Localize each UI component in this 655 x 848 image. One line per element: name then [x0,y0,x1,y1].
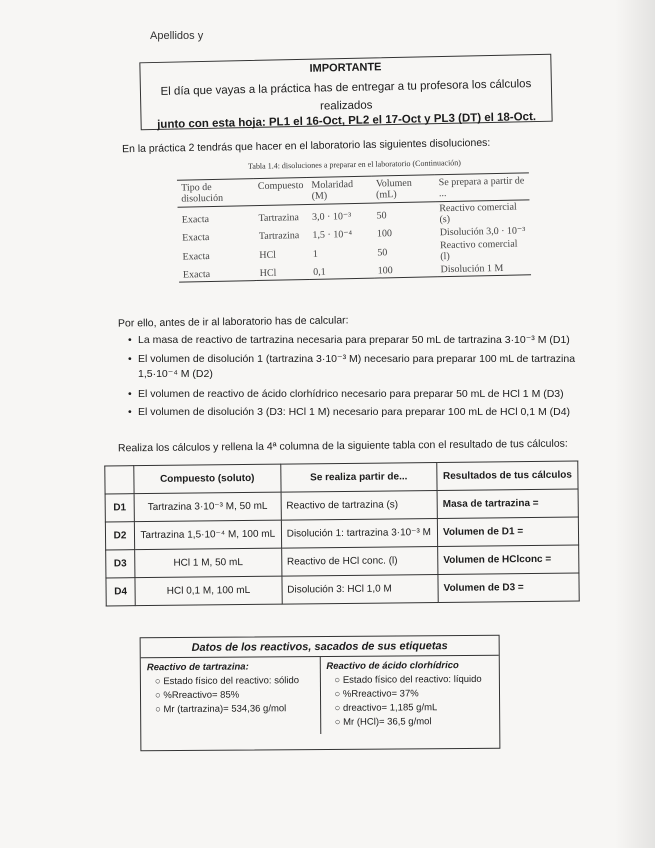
datos-box [140,635,501,752]
cell: HCl 0,1 M, 100 mL [135,576,282,606]
tartrazina-column [141,657,320,735]
list-item: ○ Estado físico del reactivo: líquido [334,673,482,686]
t14-header: Molaridad (M) [307,176,372,204]
row-id: D4 [106,578,135,606]
cell: 50 [377,246,388,259]
hcl-column [319,656,499,734]
cell: 0,1 [313,266,326,278]
bullet-item: • El volumen de reactivo de ácido clorhídrico necesario para preparar 50 mL de HCl 1 M (D3) [138,388,578,400]
cell: 1 [312,248,318,260]
cell: Exacta [182,269,211,281]
cell: Exacta [182,232,210,244]
cell: Reactivo comercial (s) [439,201,517,226]
list-item: ○ Mr (HCl)= 36,5 g/mol [334,716,432,728]
result-cell[interactable]: Volumen de D3 = [438,573,579,602]
importante-box [139,54,552,131]
cell: HCl 1 M, 50 mL [135,548,282,578]
list-item: ○ Estado físico del reactivo: sólido [154,675,300,688]
result-cell[interactable]: Volumen de D1 = [437,517,578,546]
cell: Tartrazina [258,211,300,224]
cell: Disolución 3,0 · 10⁻³ [439,225,526,239]
importante-line2: junto con esta hoja: PL1 el 16-Oct, PL2 el 17-Oct y PL3 (DT) el 18-Oct. [157,111,537,131]
calc-header: Compuesto (soluto) [134,464,281,494]
calc-header: Se realiza partir de... [280,463,437,493]
list-item: ○ %Rreactivo= 85% [154,689,240,702]
row-id: D1 [105,494,134,522]
cell: 1,5 · 10⁻⁴ [312,229,353,241]
item-text: %Rreactivo= 37% [342,688,419,700]
left-heading: Reactivo de tartrazina: [146,661,249,674]
cell: Reactivo comercial (l) [439,238,518,263]
cell: Exacta [182,250,210,263]
item-text: dreactivo= 1,185 g/mL [342,702,438,714]
t14-header: Se prepara a partir de ... [435,173,530,202]
calc-table [104,461,579,607]
bullet-item: • La masa de reactivo de tartrazina necesaria para preparar 50 mL de tartrazina 3·10⁻³ M (D1) [138,334,578,346]
table-row [106,573,579,606]
cell: 3,0 · 10⁻³ [311,210,352,223]
importante-line1: El día que vayas a la práctica has de entregar a tu profesora los cálculos realizados [160,78,532,113]
cell: 100 [376,228,393,240]
page-edge-shadow [615,0,655,848]
cell: Tartrazina 1,5·10⁻⁴ M, 100 mL [134,520,281,550]
right-heading: Reactivo de ácido clorhídrico [326,660,459,672]
cell: Disolución 1 M [440,262,504,276]
list-item: ○ Mr (tartrazina)= 534,36 g/mol [155,703,287,716]
t14-header: Tipo de disolución [177,179,254,208]
bullet-item: • El volumen de disolución 1 (tartrazina 3·10⁻³ M) necesario para preparar 100 mL de tartrazina 1,5·10⁻⁴ M (D2) [138,352,578,382]
list-item: ○ %Rreactivo= 37% [334,688,419,700]
realiza-text: Realiza los cálculos y rellena la 4ª columna de la siguiente tabla con el resultado de tus cálculos: [117,437,568,455]
list-item: ○ dreactivo= 1,185 g/mL [334,702,438,714]
cell: Reactivo de HCl conc. (l) [281,546,438,576]
table-caption: Tabla 1.4: disoluciones a preparar en el laboratorio (Continuación) [247,158,461,171]
t14-header: Compuesto [254,177,308,205]
cell: Disolución 3: HCl 1,0 M [282,574,439,604]
intro-text: En la práctica 2 tendrás que hacer en el laboratorio las siguientes disoluciones: [121,136,491,156]
cell: Tartrazina 3·10⁻³ M, 50 mL [134,492,281,522]
cell: 50 [376,209,387,222]
result-cell[interactable]: Masa de tartrazina = [437,489,578,518]
calc-header: Resultados de tus cálculos [437,461,578,490]
cell: Disolución 1: tartrazina 3·10⁻³ M [281,519,438,549]
cell: 100 [377,265,393,277]
row-id: D3 [106,550,135,578]
cell: HCl [259,267,277,279]
item-text: Mr (HCl)= 36,5 g/mol [343,716,432,728]
datos-title: Datos de los reactivos, sacados de sus etiquetas [141,636,499,658]
cell: Exacta [181,213,210,226]
cell: HCl [259,249,277,261]
cell: Tartrazina [258,230,300,242]
item-text: %Rreactivo= 85% [163,689,240,702]
por-ello-text: Por ello, antes de ir al laboratorio has de calcular: [117,314,349,330]
item-text: Mr (tartrazina)= 534,36 g/mol [163,703,287,716]
row-id: D2 [105,522,134,550]
importante-title: IMPORTANTE [309,61,382,75]
t14-header: Volumen (mL) [372,175,435,203]
table-1-4 [177,172,531,282]
item-text: Estado físico del reactivo: sólido [163,675,300,688]
result-cell[interactable]: Volumen de HClconc = [438,545,579,574]
cell: Reactivo de tartrazina (s) [281,491,438,521]
bullet-item: • El volumen de disolución 3 (D3: HCl 1 M) necesario para preparar 100 mL de HCl 0,1 M (D4) [138,406,578,418]
calc-header [105,466,134,494]
item-text: Estado físico del reactivo: líquido [342,673,482,686]
cut-header: Apellidos y [150,30,204,42]
